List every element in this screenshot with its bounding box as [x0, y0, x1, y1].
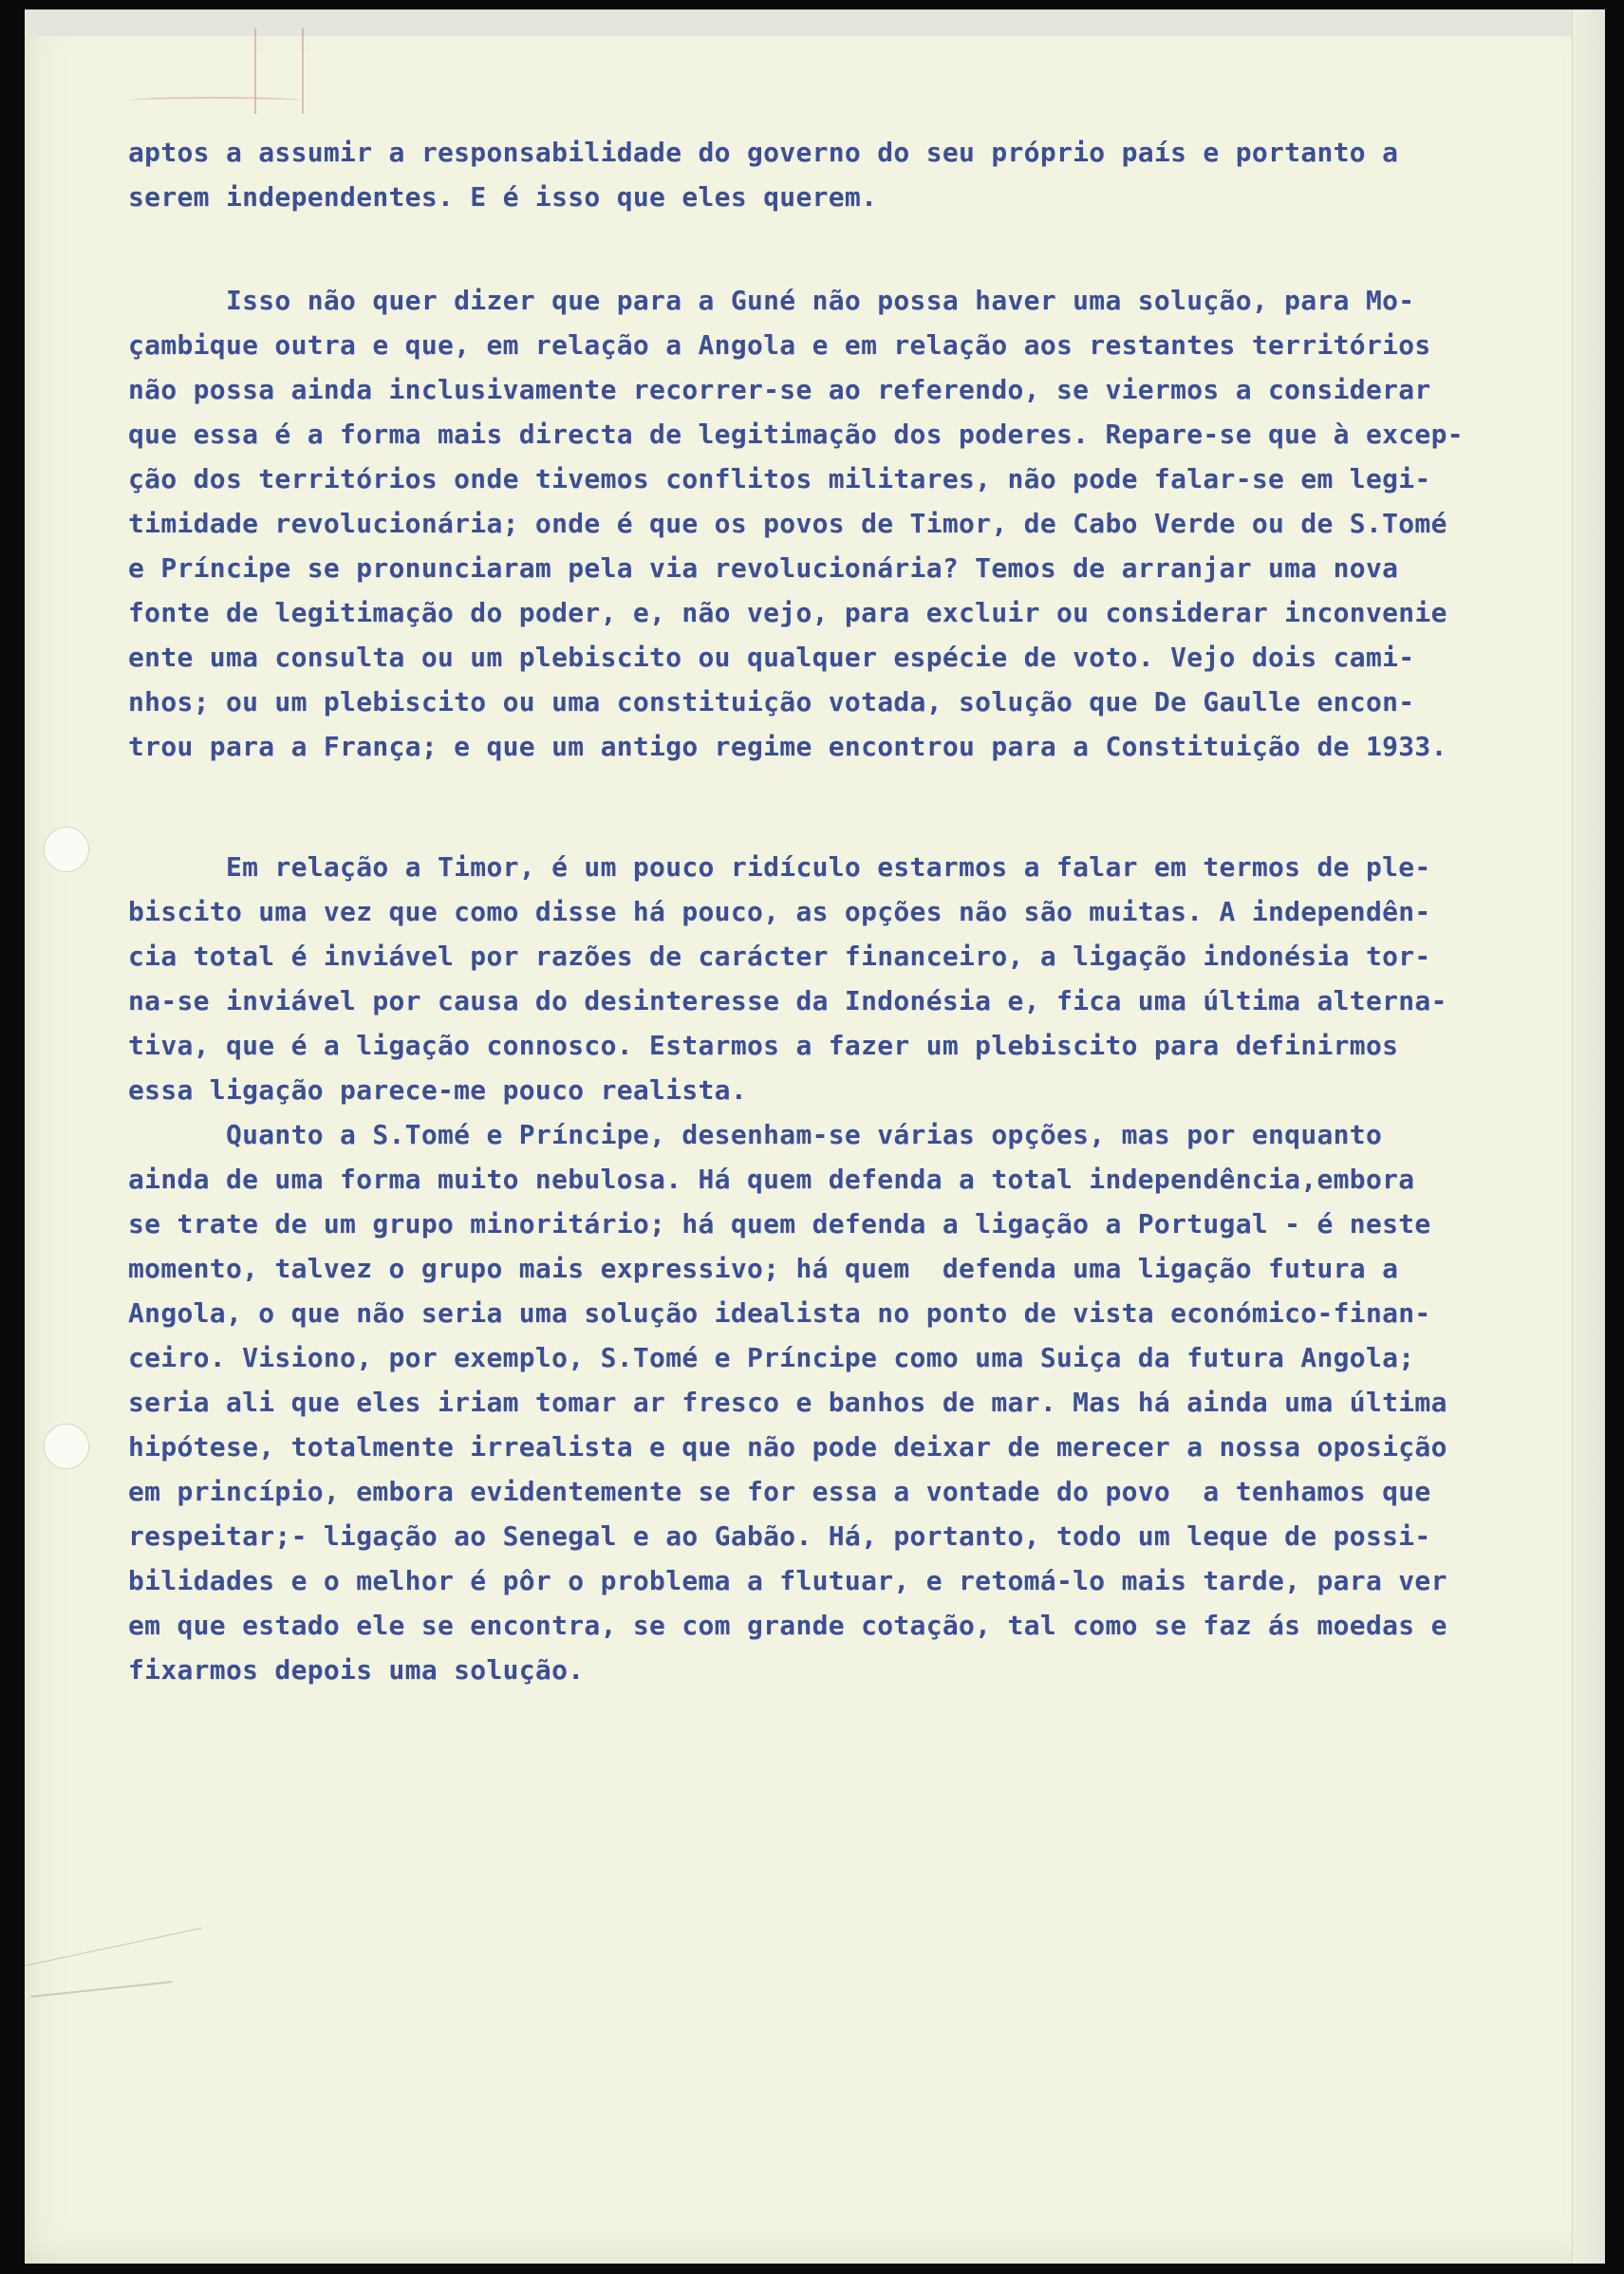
text-line: ção dos territórios onde tivemos conflitos militares, não pode falar-se em legi-	[128, 463, 1431, 494]
punch-hole-top	[44, 827, 89, 872]
text-line: ainda de uma forma muito nebulosa. Há quem defenda a total independência,embora	[128, 1164, 1415, 1195]
text-line: aptos a assumir a responsabilidade do governo do seu próprio país e portanto a	[128, 137, 1399, 168]
text-line: Isso não quer dizer que para a Guné não possa haver uma solução, para Mo-	[128, 285, 1415, 316]
paragraph-2	[128, 278, 1542, 769]
text-line: bilidades e o melhor é pôr o problema a flutuar, e retomá-lo mais tarde, para ver	[128, 1565, 1447, 1596]
text-line: Em relação a Timor, é um pouco ridículo estarmos a falar em termos de ple-	[128, 851, 1431, 883]
text-line: çambique outra e que, em relação a Angola e em relação aos restantes territórios	[128, 329, 1431, 361]
paragraph-gap	[128, 769, 1542, 845]
text-line: não possa ainda inclusivamente recorrer-se ao referendo, se viermos a considerar	[128, 374, 1431, 405]
text-line: se trate de um grupo minoritário; há quem defenda a ligação a Portugal - é neste	[128, 1208, 1431, 1240]
text-line: timidade revolucionária; onde é que os povos de Timor, de Cabo Verde ou de S.Tomé	[128, 508, 1447, 539]
text-line: fixarmos depois uma solução.	[128, 1654, 585, 1686]
text-line: cia total é inviável por razões de carácter financeiro, a ligação indonésia tor-	[128, 941, 1431, 972]
text-line: e Príncipe se pronunciaram pela via revolucionária? Temos de arranjar uma nova	[128, 552, 1399, 584]
text-line: em princípio, embora evidentemente se for essa a vontade do povo a tenhamos que	[128, 1476, 1431, 1507]
text-line: respeitar;- ligação ao Senegal e ao Gabão. Há, portanto, todo um leque de possi-	[128, 1520, 1431, 1552]
typewritten-page	[25, 9, 1605, 2264]
text-line: ente uma consulta ou um plebiscito ou qualquer espécie de voto. Vejo dois cami-	[128, 642, 1415, 673]
paragraph-1	[128, 130, 1542, 219]
text-line: essa ligação parece-me pouco realista.	[128, 1074, 747, 1106]
text-line: ceiro. Visiono, por exemplo, S.Tomé e Príncipe como uma Suiça da futura Angola;	[128, 1342, 1415, 1373]
text-line: em que estado ele se encontra, se com grande cotação, tal como se faz ás moedas e	[128, 1610, 1447, 1641]
text-line: na-se inviável por causa do desinteresse da Indonésia e, fica uma última alterna-	[128, 985, 1447, 1016]
page-right-edge	[1572, 9, 1605, 2264]
text-line: Angola, o que não seria uma solução idealista no ponto de vista económico-finan-	[128, 1297, 1431, 1329]
paragraph-gap	[128, 219, 1542, 278]
text-line: fonte de legitimação do poder, e, não vejo, para excluir ou considerar inconvenie	[128, 597, 1447, 628]
text-line: que essa é a forma mais directa de legitimação dos poderes. Repare-se que à excep-	[128, 419, 1464, 450]
text-line: nhos; ou um plebiscito ou uma constituição votada, solução que De Gaulle encon-	[128, 686, 1415, 718]
punch-hole-bottom	[44, 1424, 89, 1469]
paragraph-3	[128, 845, 1542, 1692]
text-line: Quanto a S.Tomé e Príncipe, desenham-se várias opções, mas por enquanto	[128, 1119, 1383, 1150]
text-line: momento, talvez o grupo mais expressivo; há quem defenda uma ligação futura a	[128, 1253, 1399, 1284]
text-line: hipótese, totalmente irrealista e que não pode deixar de merecer a nossa oposição	[128, 1431, 1447, 1463]
text-line: tiva, que é a ligação connosco. Estarmos a fazer um plebiscito para definirmos	[128, 1030, 1399, 1061]
text-line: trou para a França; e que um antigo regime encontrou para a Constituição de 1933.	[128, 731, 1447, 762]
pencil-mark	[26, 1928, 216, 2031]
staple-wire	[129, 97, 300, 104]
text-line: biscito uma vez que como disse há pouco, as opções não são muitas. A independên-	[128, 896, 1431, 927]
text-line: seria ali que eles iriam tomar ar fresco e banhos de mar. Mas há ainda uma última	[128, 1387, 1447, 1418]
document-body	[128, 130, 1542, 1692]
text-line: serem independentes. E é isso que eles querem.	[128, 181, 878, 213]
